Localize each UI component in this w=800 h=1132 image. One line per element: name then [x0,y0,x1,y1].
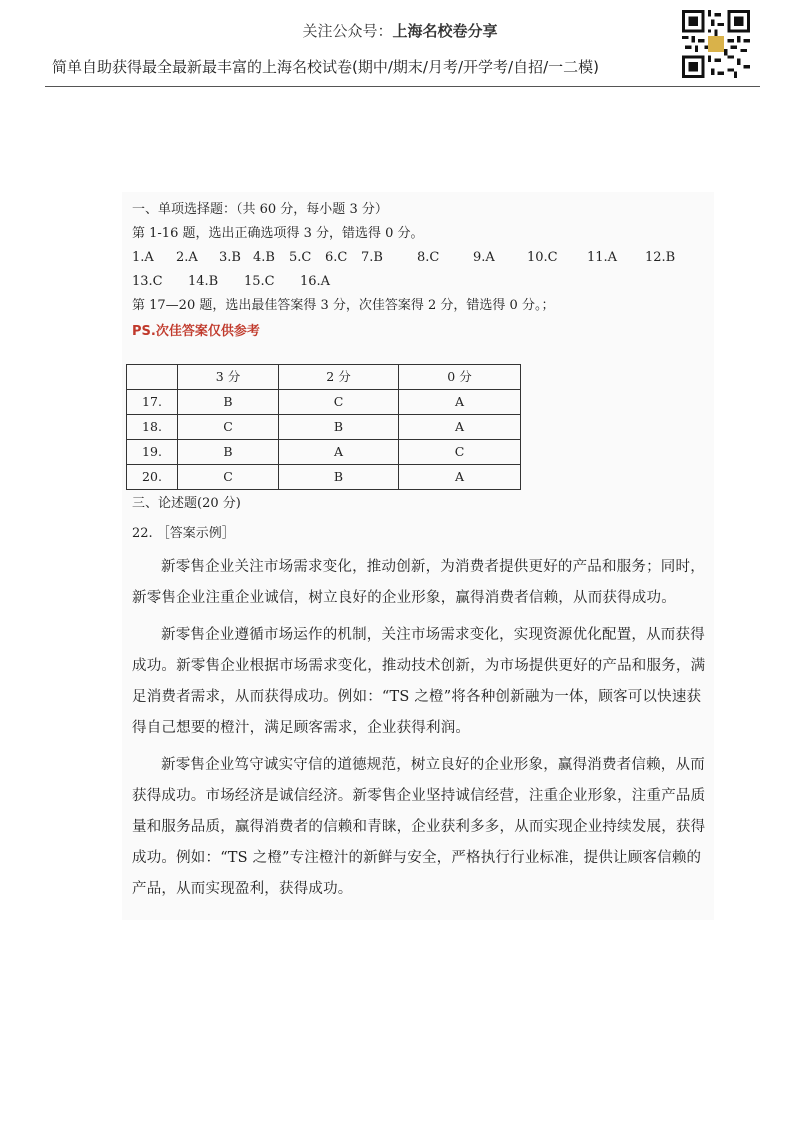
table-row [127,415,521,440]
table-cell: C [178,465,279,490]
table-row [127,440,521,465]
table-cell: B [279,415,399,440]
table-header-cell: 3 分 [178,365,279,390]
table-cell: B [178,440,279,465]
table-cell: A [399,390,521,415]
section1-rule1: 第 1-16 题，选出正确选项得 3 分，错选得 0 分。 [132,226,424,241]
answer-item: 7.B [361,250,383,265]
header-divider [45,86,760,87]
header-subtitle: 简单自助获得最全最新最丰富的上海名校试卷(期中/期末/月考/开学考/自招/一二模) [52,58,599,76]
header-brand: 上海名校卷分享 [392,22,498,40]
answer-item: 9.A [473,250,495,265]
answer-sheet [132,198,712,905]
table-cell: C [399,440,521,465]
answers-row-1 [132,246,712,270]
answer-item: 1.A [132,250,154,265]
table-cell: 20. [127,465,178,490]
ps-note: PS.次佳答案仅供参考 [132,324,260,339]
table-header-cell: 2 分 [279,365,399,390]
answer-item: 3.B [219,250,241,265]
answer-item: 5.C [289,250,312,265]
score-table [126,364,521,490]
table-header-row [127,365,521,390]
answer-item: 10.C [527,250,558,265]
table-header-cell: 0 分 [399,365,521,390]
answer-paragraph: 新零售企业遵循市场运作的机制，关注市场需求变化，实现资源优化配置，从而获得成功。新零售企业根据市场需求变化，推动技术创新，为市场提供更好的产品和服务，满足消费者需求，从而获得成功。例如：“TS 之橙”将各种创新融为一体，顾客可以快速获得自己想要的橙汁，满足顾客需求，企业获得利润。 [132,627,706,736]
header-banner [0,20,800,41]
question-22-label: 22. ［答案示例］ [132,526,235,541]
answer-item: 11.A [587,250,618,265]
table-cell: 19. [127,440,178,465]
table-cell: C [279,390,399,415]
answer-item: 8.C [417,250,440,265]
answer-item: 13.C [132,274,163,289]
answers-row-2 [132,270,712,294]
table-cell: 18. [127,415,178,440]
answer-paragraph: 新零售企业关注市场需求变化，推动创新，为消费者提供更好的产品和服务；同时，新零售企业注重企业诚信，树立良好的企业形象，赢得消费者信赖，从而获得成功。 [132,559,705,606]
answer-item: 12.B [645,250,676,265]
answer-item: 16.A [300,274,331,289]
table-cell: B [279,465,399,490]
table-header-cell [127,365,178,390]
qr-code-icon [682,10,750,78]
table-cell: A [399,465,521,490]
section1-rule2: 第 17—20 题，选出最佳答案得 3 分，次佳答案得 2 分，错选得 0 分。； [132,298,555,313]
table-cell: B [178,390,279,415]
answer-item: 4.B [253,250,275,265]
header-prefix: 关注公众号： [302,22,393,40]
table-cell: 17. [127,390,178,415]
table-cell: A [399,415,521,440]
answer-item: 15.C [244,274,275,289]
answer-item: 2.A [176,250,198,265]
table-cell: A [279,440,399,465]
table-row [127,465,521,490]
section3-title: 三、论述题(20 分) [132,496,241,511]
section1-title: 一、单项选择题：（共 60 分，每小题 3 分） [132,202,388,217]
answer-item: 6.C [325,250,348,265]
table-cell: C [178,415,279,440]
table-row [127,390,521,415]
answer-item: 14.B [188,274,219,289]
answer-paragraph: 新零售企业笃守诚实守信的道德规范，树立良好的企业形象，赢得消费者信赖，从而获得成功。市场经济是诚信经济。新零售企业坚持诚信经营，注重企业形象，注重产品质量和服务品质，赢得消费者的信赖和青睐，企业获利多多，从而实现企业持续发展，获得成功。例如：“TS 之橙”专注橙汁的新鲜与安全，严格执行行业标准，提供让顾客信赖的产品，从而实现盈利，获得成功。 [132,757,706,897]
